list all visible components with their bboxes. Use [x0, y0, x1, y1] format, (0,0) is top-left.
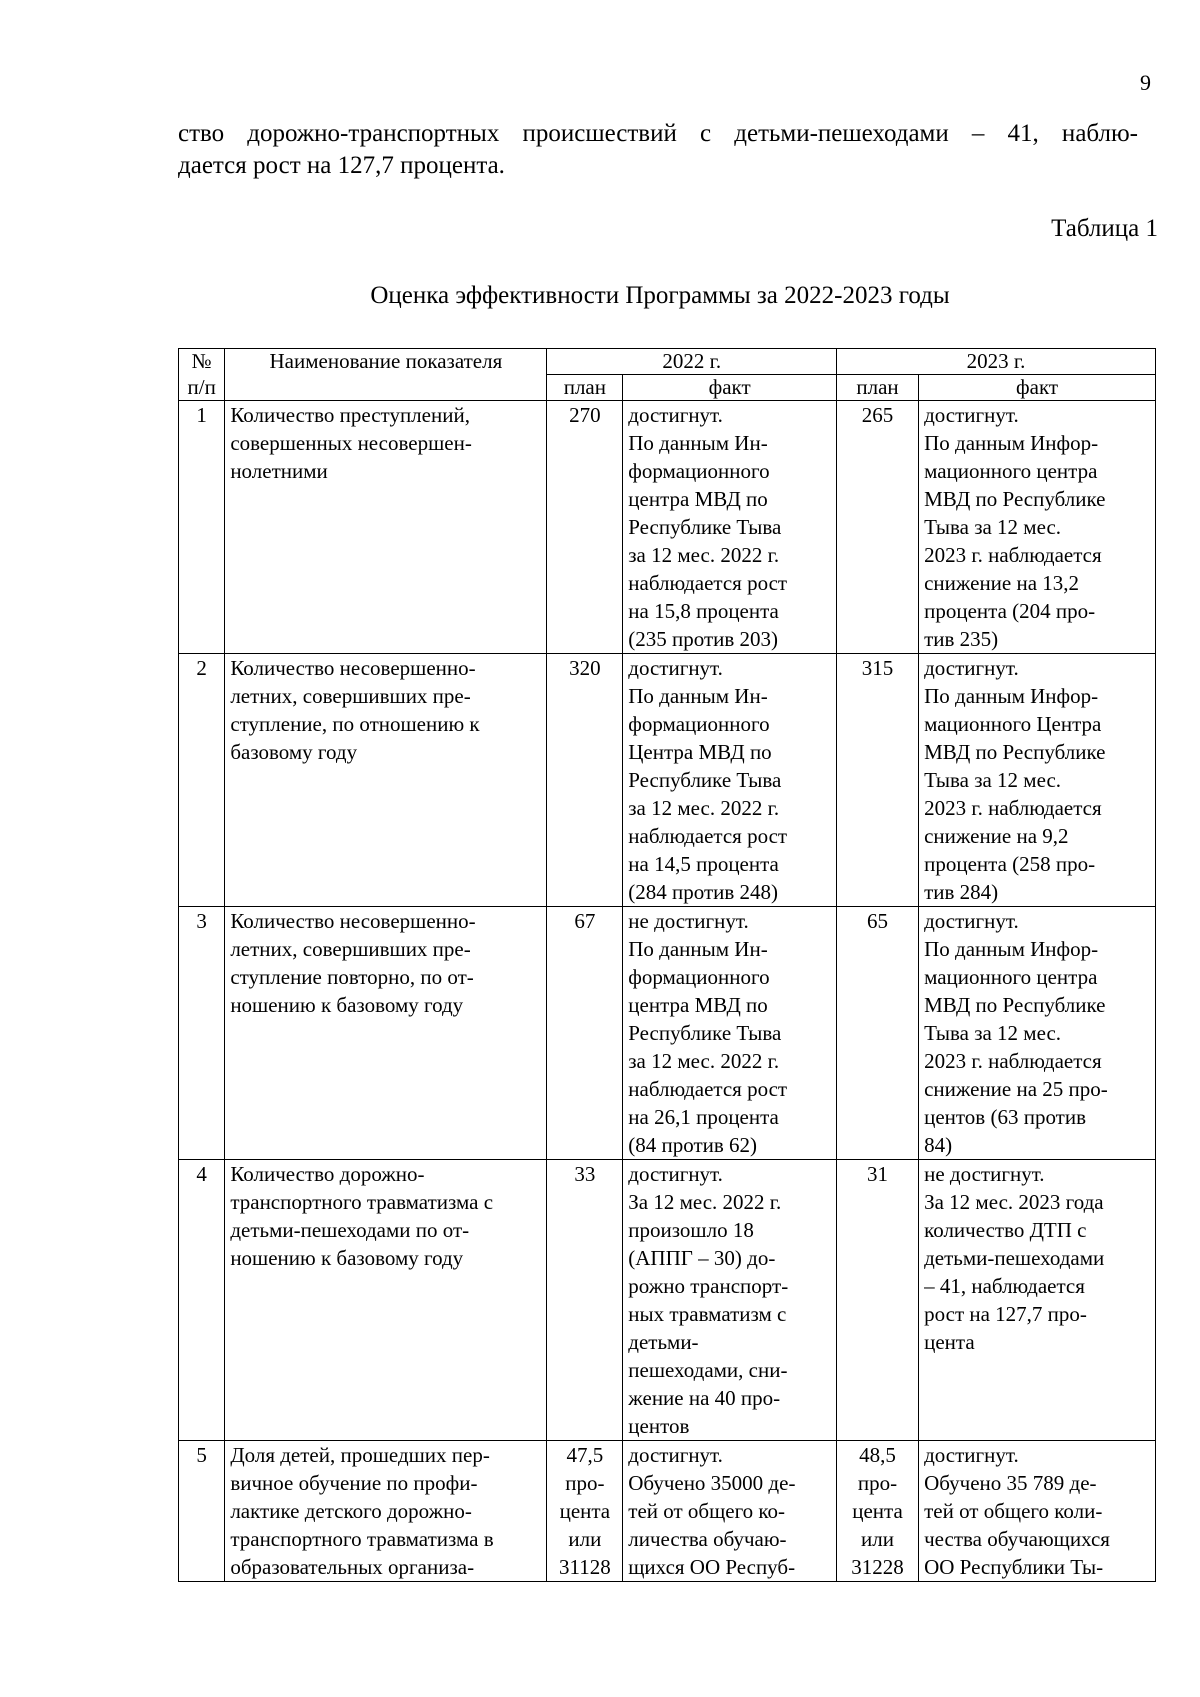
cell-line: мационного центра [924, 965, 1098, 989]
cell-line: или [861, 1527, 895, 1551]
cell-line: чества обучающихся [924, 1527, 1110, 1551]
cell-line: достигнут. [628, 1443, 723, 1467]
cell-line: цента [559, 1499, 611, 1523]
cell-line: 2023 г. наблюдается [924, 543, 1102, 567]
cell-line: на 14,5 процента [628, 852, 779, 876]
cell-line: жение на 40 про- [628, 1386, 781, 1410]
cell-line: 320 [569, 656, 601, 680]
fact-2022-cell [623, 1160, 837, 1441]
table-row [179, 1441, 1156, 1582]
cell-line: Доля детей, прошедших пер- [230, 1443, 490, 1467]
cell-line: достигнут. [628, 1162, 723, 1186]
effectiveness-table [178, 348, 1156, 1582]
cell-line: Количество несовершенно- [230, 909, 476, 933]
table-row [179, 907, 1156, 1160]
cell-line: Обучено 35000 де- [628, 1471, 796, 1495]
header-fact-2023: факт [919, 375, 1156, 401]
cell-line: За 12 мес. 2022 г. [628, 1190, 782, 1214]
cell-line: мационного Центра [924, 712, 1102, 736]
fact-2023-cell [919, 1441, 1156, 1582]
cell-line: Количество дорожно- [230, 1162, 425, 1186]
cell-line: ступление повторно, по от- [230, 965, 474, 989]
cell-line: достигнут. [924, 1443, 1019, 1467]
header-year-2022: 2022 г. [547, 349, 837, 375]
cell-line: детьми-пешеходами по от- [230, 1218, 470, 1242]
cell-line: про- [565, 1471, 605, 1495]
cell-line: нолетними [230, 459, 328, 483]
indicator-name-cell [225, 1441, 547, 1582]
cell-line: По данным Инфор- [924, 937, 1099, 961]
plan-2022-cell [547, 654, 623, 907]
fact-2022-cell [623, 401, 837, 654]
cell-line: Тыва за 12 мес. [924, 768, 1062, 792]
cell-line: По данным Ин- [628, 684, 768, 708]
header-name-sub [225, 375, 547, 401]
fact-2023-cell [919, 1160, 1156, 1441]
cell-line: пешеходами, сни- [628, 1358, 788, 1382]
cell-line: за 12 мес. 2022 г. [628, 1049, 780, 1073]
cell-line: (84 против 62) [628, 1133, 758, 1157]
cell-line: достигнут. [628, 403, 723, 427]
fact-2023-cell [919, 907, 1156, 1160]
cell-line: не достигнут. [628, 909, 749, 933]
cell-line: процента (258 про- [924, 852, 1096, 876]
cell-line: достигнут. [924, 403, 1019, 427]
header-num-line-1: № [191, 349, 212, 373]
cell-line: 315 [861, 656, 894, 680]
cell-line: достигнут. [924, 656, 1019, 680]
cell-line: По данным Ин- [628, 431, 768, 455]
cell-line: достигнут. [924, 909, 1019, 933]
cell-line: летних, совершивших пре- [230, 937, 471, 961]
cell-line: За 12 мес. 2023 года [924, 1190, 1104, 1214]
cell-line: тив 284) [924, 880, 999, 904]
cell-line: на 15,8 процента [628, 599, 779, 623]
cell-line: за 12 мес. 2022 г. [628, 543, 780, 567]
header-num [179, 349, 225, 375]
plan-2023-cell [836, 401, 918, 654]
cell-line: 2023 г. наблюдается [924, 796, 1102, 820]
cell-line: МВД по Республике [924, 487, 1106, 511]
header-num-sub [179, 375, 225, 401]
cell-line: формационного [628, 712, 770, 736]
table-row [179, 654, 1156, 907]
cell-line: произошло 18 [628, 1218, 754, 1242]
cell-line: детьми- [628, 1330, 699, 1354]
intro-line-1: ство дорожно-транспортных происшествий с детьми-пешеходами – 41, наблю- [178, 120, 1138, 147]
cell-line: Республике Тыва [628, 1021, 782, 1045]
cell-line: Тыва за 12 мес. [924, 515, 1062, 539]
cell-line: 47,5 [566, 1443, 604, 1467]
cell-line: центра МВД по [628, 487, 768, 511]
cell-line: наблюдается рост [628, 1077, 788, 1101]
cell-line: 33 [574, 1162, 596, 1186]
cell-line: 270 [569, 403, 601, 427]
cell-line: ношению к базовому году [230, 993, 464, 1017]
cell-line: за 12 мес. 2022 г. [628, 796, 780, 820]
cell-line: щихся ОО Респуб- [628, 1555, 796, 1579]
cell-line: Центра МВД по [628, 740, 772, 764]
header-plan-2022: план [547, 375, 623, 401]
cell-line: Республике Тыва [628, 515, 782, 539]
table-label: Таблица 1 [1051, 215, 1158, 242]
cell-line: – 41, наблюдается [924, 1274, 1085, 1298]
cell-line: транспортного травматизма в [230, 1527, 494, 1551]
cell-line: рожно транспорт- [628, 1274, 789, 1298]
cell-line: 31128 [559, 1555, 611, 1579]
cell-line: 84) [924, 1133, 953, 1157]
fact-2023-cell [919, 401, 1156, 654]
indicator-name-cell [225, 654, 547, 907]
cell-line: на 26,1 процента [628, 1105, 779, 1129]
cell-line: Обучено 35 789 де- [924, 1471, 1097, 1495]
cell-line: тей от общего коли- [924, 1499, 1103, 1523]
cell-line: МВД по Республике [924, 993, 1106, 1017]
header-year-2023: 2023 г. [836, 349, 1155, 375]
cell-line: образовательных организа- [230, 1555, 475, 1579]
cell-line: 67 [574, 909, 596, 933]
table-body [179, 401, 1156, 1582]
cell-line: количество ДТП с [924, 1218, 1087, 1242]
cell-line: ОО Республики Ты- [924, 1555, 1104, 1579]
fact-2022-cell [623, 654, 837, 907]
cell-line: Тыва за 12 мес. [924, 1021, 1062, 1045]
cell-line: (235 против 203) [628, 627, 779, 651]
plan-2023-cell [836, 1160, 918, 1441]
cell-line: 265 [861, 403, 894, 427]
cell-line: Количество преступлений, [230, 403, 470, 427]
cell-line: мационного центра [924, 459, 1098, 483]
plan-2022-cell [547, 1441, 623, 1582]
cell-line: личества обучаю- [628, 1527, 787, 1551]
cell-line: формационного [628, 459, 770, 483]
cell-line: центра МВД по [628, 993, 768, 1017]
cell-line: ных травматизм с [628, 1302, 787, 1326]
cell-line: летних, совершивших пре- [230, 684, 471, 708]
cell-line: снижение на 9,2 [924, 824, 1069, 848]
cell-line: тей от общего ко- [628, 1499, 786, 1523]
cell-line: ступление, по отношению к [230, 712, 480, 736]
table-row [179, 401, 1156, 654]
cell-line: центов [628, 1414, 690, 1438]
indicator-name-cell [225, 907, 547, 1160]
cell-line: детьми-пешеходами [924, 1246, 1105, 1270]
cell-line: 31 [867, 1162, 889, 1186]
cell-line: транспортного травматизма с [230, 1190, 494, 1214]
cell-line: По данным Инфор- [924, 684, 1099, 708]
page-number: 9 [1140, 70, 1151, 95]
cell-line: про- [857, 1471, 898, 1495]
header-name: Наименование показателя [225, 349, 547, 375]
row-number: 3 [179, 907, 225, 1160]
intro-paragraph [178, 118, 1138, 182]
cell-line: совершенных несовершен- [230, 431, 472, 455]
header-plan-2023: план [836, 375, 918, 401]
cell-line: По данным Инфор- [924, 431, 1099, 455]
cell-line: наблюдается рост [628, 571, 788, 595]
header-num-line-2: п/п [187, 374, 216, 399]
cell-line: Республике Тыва [628, 768, 782, 792]
cell-line: не достигнут. [924, 1162, 1045, 1186]
cell-line: цента [852, 1499, 903, 1523]
cell-line: 48,5 [859, 1443, 896, 1467]
cell-line: снижение на 13,2 [924, 571, 1080, 595]
cell-line: (284 против 248) [628, 880, 779, 904]
cell-line: 31228 [851, 1555, 904, 1579]
plan-2022-cell [547, 1160, 623, 1441]
cell-line: ношению к базовому году [230, 1246, 464, 1270]
cell-line: вичное обучение по профи- [230, 1471, 478, 1495]
cell-line: или [568, 1527, 602, 1551]
indicator-name-cell [225, 401, 547, 654]
row-number: 4 [179, 1160, 225, 1441]
indicator-name-cell [225, 1160, 547, 1441]
row-number: 5 [179, 1441, 225, 1582]
row-number: 2 [179, 654, 225, 907]
cell-line: центов (63 против [924, 1105, 1086, 1129]
plan-2022-cell [547, 401, 623, 654]
plan-2023-cell [836, 1441, 918, 1582]
cell-line: процента (204 про- [924, 599, 1096, 623]
cell-line: 2023 г. наблюдается [924, 1049, 1102, 1073]
fact-2023-cell [919, 654, 1156, 907]
cell-line: лактике детского дорожно- [230, 1499, 472, 1523]
plan-2023-cell [836, 654, 918, 907]
header-fact-2022: факт [623, 375, 837, 401]
cell-line: тив 235) [924, 627, 999, 651]
cell-line: По данным Ин- [628, 937, 768, 961]
row-number: 1 [179, 401, 225, 654]
header-row-2 [179, 375, 1156, 401]
cell-line: рост на 127,7 про- [924, 1302, 1087, 1326]
cell-line: формационного [628, 965, 770, 989]
cell-line: 65 [867, 909, 889, 933]
plan-2023-cell [836, 907, 918, 1160]
cell-line: (АППГ – 30) до- [628, 1246, 776, 1270]
table-row [179, 1160, 1156, 1441]
cell-line: МВД по Республике [924, 740, 1106, 764]
header-row-1 [179, 349, 1156, 375]
cell-line: наблюдается рост [628, 824, 788, 848]
cell-line: снижение на 25 про- [924, 1077, 1108, 1101]
cell-line: достигнут. [628, 656, 723, 680]
fact-2022-cell [623, 1441, 837, 1582]
fact-2022-cell [623, 907, 837, 1160]
cell-line: базовому году [230, 740, 358, 764]
cell-line: Количество несовершенно- [230, 656, 476, 680]
plan-2022-cell [547, 907, 623, 1160]
intro-line-2: дается рост на 127,7 процента. [178, 152, 505, 179]
cell-line: цента [924, 1330, 975, 1354]
table-title: Оценка эффективности Программы за 2022-2023 годы [370, 282, 950, 309]
